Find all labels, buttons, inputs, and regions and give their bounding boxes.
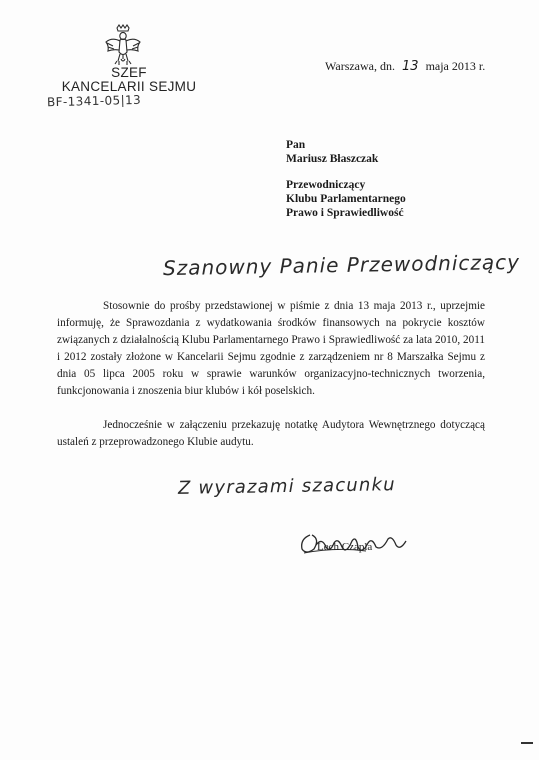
addressee-block — [286, 138, 378, 166]
office-heading-line2: KANCELARII SEJMU — [61, 79, 197, 94]
office-heading — [54, 66, 204, 94]
addressee-role-block — [286, 178, 406, 220]
body-paragraph-2: Jednocześnie w załączeniu przekazuję notatkę Audytora Wewnętrznego dotyczącą ustaleń z przeprowadzonego Klubie audytu. — [57, 419, 485, 448]
addressee-title: Pan — [286, 139, 306, 151]
date-prefix: Warszawa, dn. — [325, 59, 396, 73]
letter-date — [325, 59, 485, 74]
handwritten-closing: Z wyrazami szacunku — [177, 474, 396, 499]
signatory-name: Lech Czapla — [317, 541, 373, 553]
addressee-name: Mariusz Błaszczak — [286, 153, 379, 165]
reference-number: BF-1341-05|13 — [46, 92, 142, 110]
addressee-org-line2: Prawo i Sprawiedliwość — [286, 207, 404, 219]
date-suffix: maja 2013 r. — [425, 59, 486, 73]
addressee-role: Przewodniczący — [286, 179, 366, 191]
date-day: 13 — [402, 59, 419, 74]
office-heading-line1: SZEF — [111, 65, 147, 80]
body-paragraph-1: Stosownie do prośby przedstawionej w piśmie z dnia 13 maja 2013 r., uprzejmie informuję, że Sprawozdania z wydatkowania środków finansowych na pokrycie kosztów związanych z działalnością Klubu Parlamentarnego Prawo i Sprawiedliwość za lata 2010, 2011 i 2012 zostały złożone w Kancelarii Sejmu zgodnie z zarządzeniem nr 8 Marszałka Sejmu z dnia 05 lipca 2005 roku w sprawie warunków organizacyjno-technicznych tworzenia, funkcjonowania i znoszenia biur klubów i kół poselskich. — [57, 300, 485, 397]
handwritten-salutation: Szanowny Panie Przewodniczący — [162, 249, 521, 281]
scan-edge-mark — [521, 742, 533, 744]
eagle-emblem-icon — [103, 24, 143, 68]
addressee-org-line1: Klubu Parlamentarnego — [286, 193, 406, 205]
